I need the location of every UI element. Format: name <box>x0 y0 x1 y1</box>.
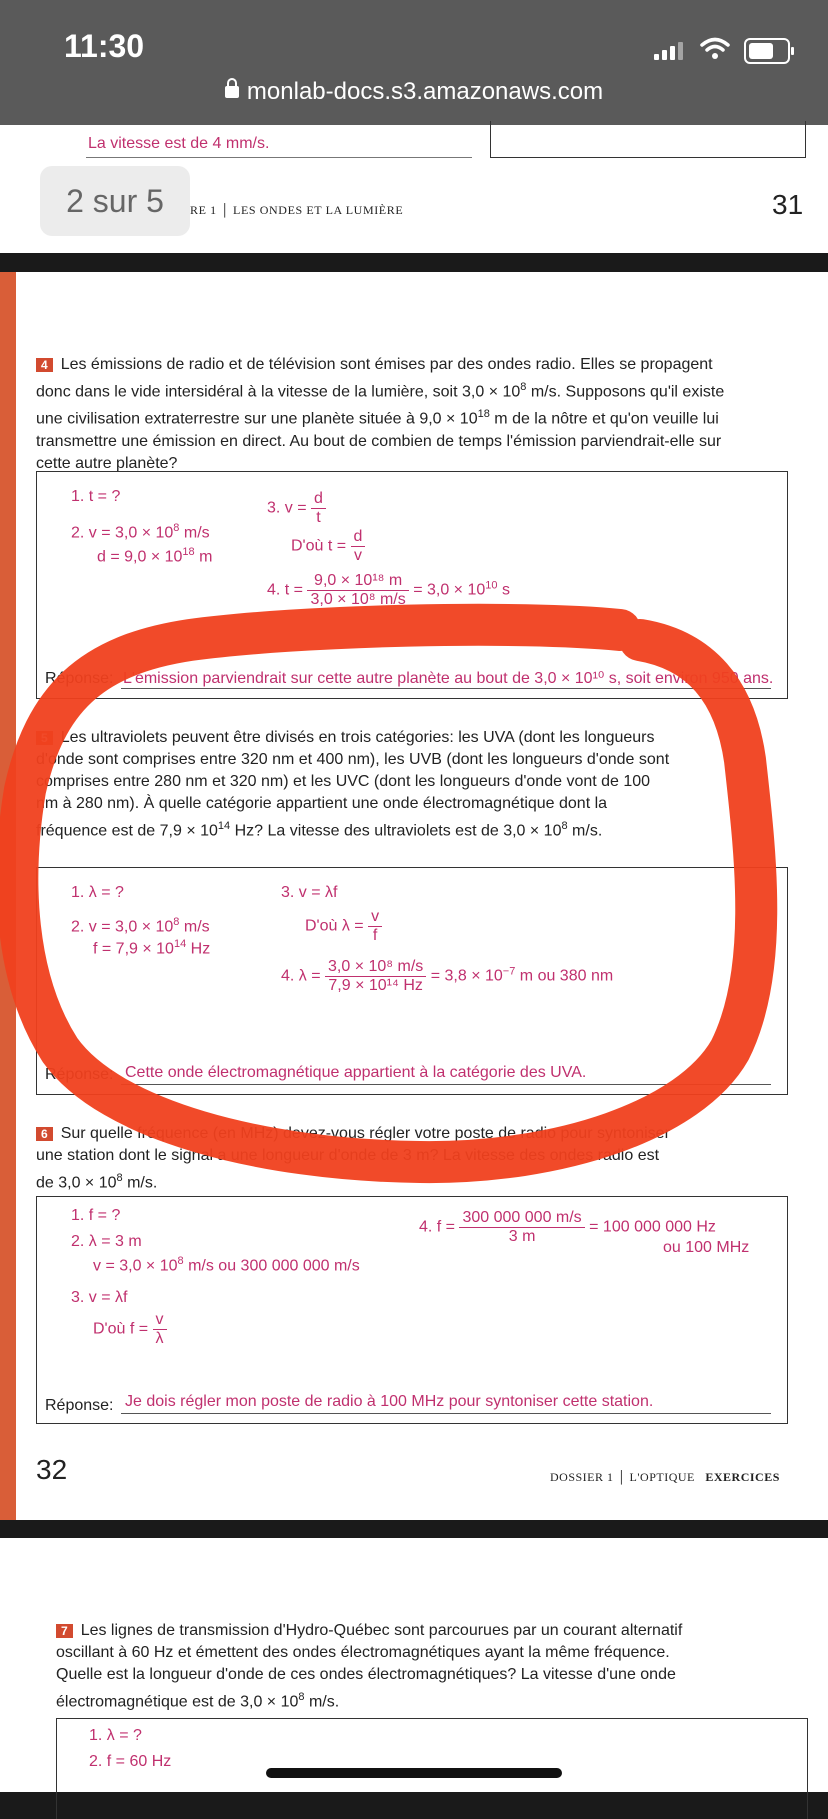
page-33 <box>0 1538 828 1792</box>
wifi-icon <box>700 36 730 60</box>
page-number-31: 31 <box>772 189 804 220</box>
answer-4: L'émission parviendrait sur cette autre planète au bout de 3,0 × 10¹⁰ s, soit environ 950 ans. <box>123 670 774 687</box>
step-2: 2. $v = 3,0 \times 10^8$ m/s <box>71 916 210 936</box>
question-number: 6 <box>36 1127 53 1141</box>
page-number-32: 32 <box>36 1454 68 1485</box>
page-indicator[interactable] <box>40 166 190 236</box>
answer-line <box>121 1413 771 1414</box>
status-time: 11:30 <box>64 28 145 64</box>
step-4: 4. λ = $\frac{\text{3,0 × 10⁸ m/s}}{\text{7,9 × 10¹⁴ Hz}}$ = $3,8 \times 10^{-7}$ m ou 380 nm <box>281 958 614 994</box>
previous-box <box>490 121 806 158</box>
previous-answer: La vitesse est de 4 mm/s. <box>88 135 270 152</box>
step-3: 3. v = λf <box>281 884 338 901</box>
step-4: 4. f = $\frac{300 000 000 m/s}{3 m}$ = 100 000 000 Hz <box>419 1209 716 1245</box>
answer-label: Réponse: <box>45 1397 114 1414</box>
step-4b: ou 100 MHz <box>663 1239 750 1256</box>
answer-line <box>86 157 472 158</box>
question-number: 7 <box>56 1624 73 1638</box>
lock-icon <box>225 86 239 98</box>
running-foot: DOSSIER 1 │ L'OPTIQUE EXERCICES <box>550 1470 780 1484</box>
answer-box-5 <box>36 867 788 1095</box>
answer-box-6 <box>36 1196 788 1424</box>
question-number: 4 <box>36 358 53 372</box>
url-text: monlab-docs.s3.amazonaws.com <box>246 78 604 105</box>
answer-line <box>121 688 771 689</box>
step-3: 3. v = $\frac{d}{t}$ <box>267 490 326 527</box>
question-7: 7 Les lignes de transmission d'Hydro-Québec sont parcourues par un courant alternatif oscillant à 60 Hz et émettent des ondes électromagnétiques ayant la même fréquence. Quelle est la longueur d'onde de ces ondes électromagnétiques? La vitesse d'une onde électromagnétique est de $3,0 \times 10^8$ m/s. <box>56 1622 683 1711</box>
answer-6: Je dois régler mon poste de radio à 100 MHz pour syntoniser cette station. <box>125 1393 654 1410</box>
step-1: 1. f = ? <box>71 1207 121 1224</box>
page-indicator-label: 2 sur 5 <box>66 183 164 219</box>
step-3b: D'où f = $\frac{v}{\lambda}$ <box>93 1311 167 1348</box>
step-1: 1. t = ? <box>71 488 121 505</box>
answer-5: Cette onde électromagnétique appartient à la catégorie des UVA. <box>125 1064 587 1081</box>
answer-label: Réponse: <box>45 670 114 687</box>
status-bar <box>0 0 828 125</box>
answer-line <box>121 1084 771 1085</box>
step-3: 3. v = λf <box>71 1289 128 1306</box>
step-1: 1. λ = ? <box>89 1727 142 1744</box>
running-head: RE 1 │ LES ONDES ET LA LUMIÈRE <box>190 203 404 217</box>
question-5: 5 Les ultraviolets peuvent être divisés en trois catégories: les UVA (dont les longueurs d'onde sont comprises entre 320 nm et 400 nm), les UVB (dont les longueurs d'onde sont comprises entre 280 nm et 320 nm) et les UVC (dont les longueurs d'onde vont de 100 nm à 280 nm). À quelle catégorie appartient une onde électromagnétique dont la fréquence est de $7,9 \times 10^{14}$ Hz? La vitesse des ultraviolets est de $3,0 \times 10^8$ m/s. <box>36 729 670 840</box>
step-2: 2. λ = 3 m <box>71 1233 142 1250</box>
step-2: 2. f = 60 Hz <box>89 1753 172 1770</box>
step-3b: D'où t = $\frac{d}{v}$ <box>291 528 365 565</box>
margin-band <box>0 272 16 1520</box>
step-1: 1. λ = ? <box>71 884 124 901</box>
answer-label: Réponse: <box>45 1066 114 1083</box>
step-2: 2. $v = 3,0 \times 10^8$ m/s <box>71 522 210 542</box>
question-6: 6 Sur quelle fréquence (en MHz) devez-vous régler votre poste de radio pour syntoniser une station dont le signal a une longueur d'onde de 3 m? La vitesse des ondes radio est de $3,0 \times 10^8$ m/s. <box>36 1125 670 1192</box>
address-bar[interactable] <box>0 78 828 106</box>
question-number: 5 <box>36 731 53 745</box>
step-2b: $f = 7,9 \times 10^{14}$ Hz <box>93 938 211 958</box>
page-32 <box>0 272 828 1520</box>
step-3b: D'où λ = $\frac{v}{f}$ <box>305 908 382 945</box>
step-2b: $d = 9,0 \times 10^{18}$ m <box>97 546 213 566</box>
step-4: 4. t = $\frac{\text{9,0 × 10¹⁸ m}}{\text{3,0 × 10⁸ m/s}}$ = $3,0 \times 10^{10}$ s <box>267 572 510 608</box>
question-4: 4 Les émissions de radio et de télévision sont émises par des ondes radio. Elles se propagent donc dans le vide intersidéral à la vitesse de la lumière, soit $3,0 \times 10^8$ m/s. Supposons qu'il existe une civilisation extraterrestre sur une planète située à $9,0 \times 10^{18}$ m de la nôtre et qu'on veuille lui transmettre une émission en direct. Au bout de combien de temps l'émission parviendrait-elle sur cette autre planète? <box>36 356 725 472</box>
battery-icon <box>744 38 790 64</box>
step-2b: $v = 3,0 \times 10^8$ m/s ou 300 000 000 m/s <box>93 1255 360 1275</box>
answer-box-4 <box>36 471 788 699</box>
cellular-signal-icon <box>654 40 690 60</box>
home-indicator[interactable] <box>266 1768 562 1778</box>
